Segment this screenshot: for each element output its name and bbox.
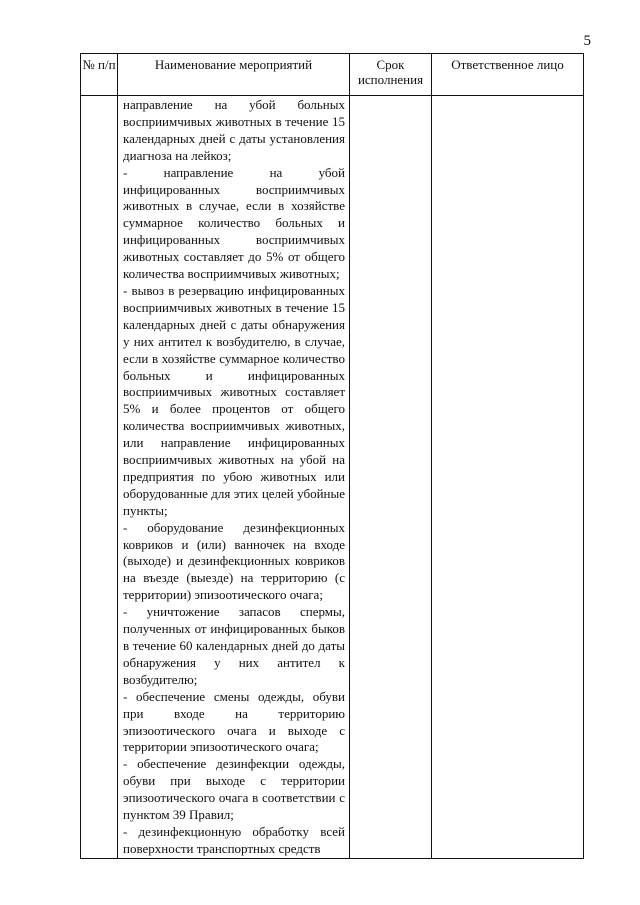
table-row [81, 96, 584, 859]
measure-paragraph: - уничтожение запасов спермы, полученных от инфицированных быков в течение 60 календарных дней до даты обнаружения у них антител к возбудителю; [123, 604, 345, 687]
measure-paragraph: направление на убой больных восприимчивых животных в течение 15 календарных дней с даты установления диагноза на лейкоз; [123, 97, 345, 163]
header-number: № п/п [81, 54, 118, 96]
measures-table [80, 53, 584, 859]
measure-paragraph: - обеспечение смены одежды, обуви при входе на территорию эпизоотического очага и выходе с территории эпизоотического очага; [123, 688, 345, 755]
header-deadline: Срок исполнения [350, 54, 432, 96]
header-responsible: Ответственное лицо [432, 54, 584, 96]
measure-paragraph: - вывоз в резервацию инфицированных восприимчивых животных в течение 15 календарных дней с даты обнаружения у них антител к возбудителю, в случае, если в хозяйстве суммарное количество больных и инфицированных восприимчивых животных составляет 5% и более процентов от общего количества восприимчивых животных, или направление инфицированных восприимчивых животных на убой на предприятия по убою животных или оборудованные для этих целей убойные пункты; [123, 282, 345, 518]
cell-measures [118, 96, 350, 859]
measure-paragraph: - оборудование дезинфекционных ковриков и (или) ванночек на входе (выходе) и дезинфекционных ковриков на въезде (выезде) на территорию (с территории) эпизоотического очага; [123, 519, 345, 603]
cell-deadline [350, 96, 432, 859]
table-header-row [81, 54, 584, 96]
cell-number [81, 96, 118, 859]
cell-responsible [432, 96, 584, 859]
measure-paragraph: - дезинфекционную обработку всей поверхности транспортных средств [123, 823, 345, 856]
page-number: 5 [583, 33, 591, 49]
measure-paragraph: - направление на убой инфицированных восприимчивых животных в случае, если в хозяйстве суммарное количество больных и инфицированных восприимчивых животных составляет до 5% от общего количества восприимчивых животных; [123, 164, 345, 282]
measure-paragraph: - обеспечение дезинфекции одежды, обуви при выходе с территории эпизоотического очага в соответствии с пунктом 39 Правил; [123, 756, 345, 823]
header-name: Наименование мероприятий [118, 54, 350, 96]
